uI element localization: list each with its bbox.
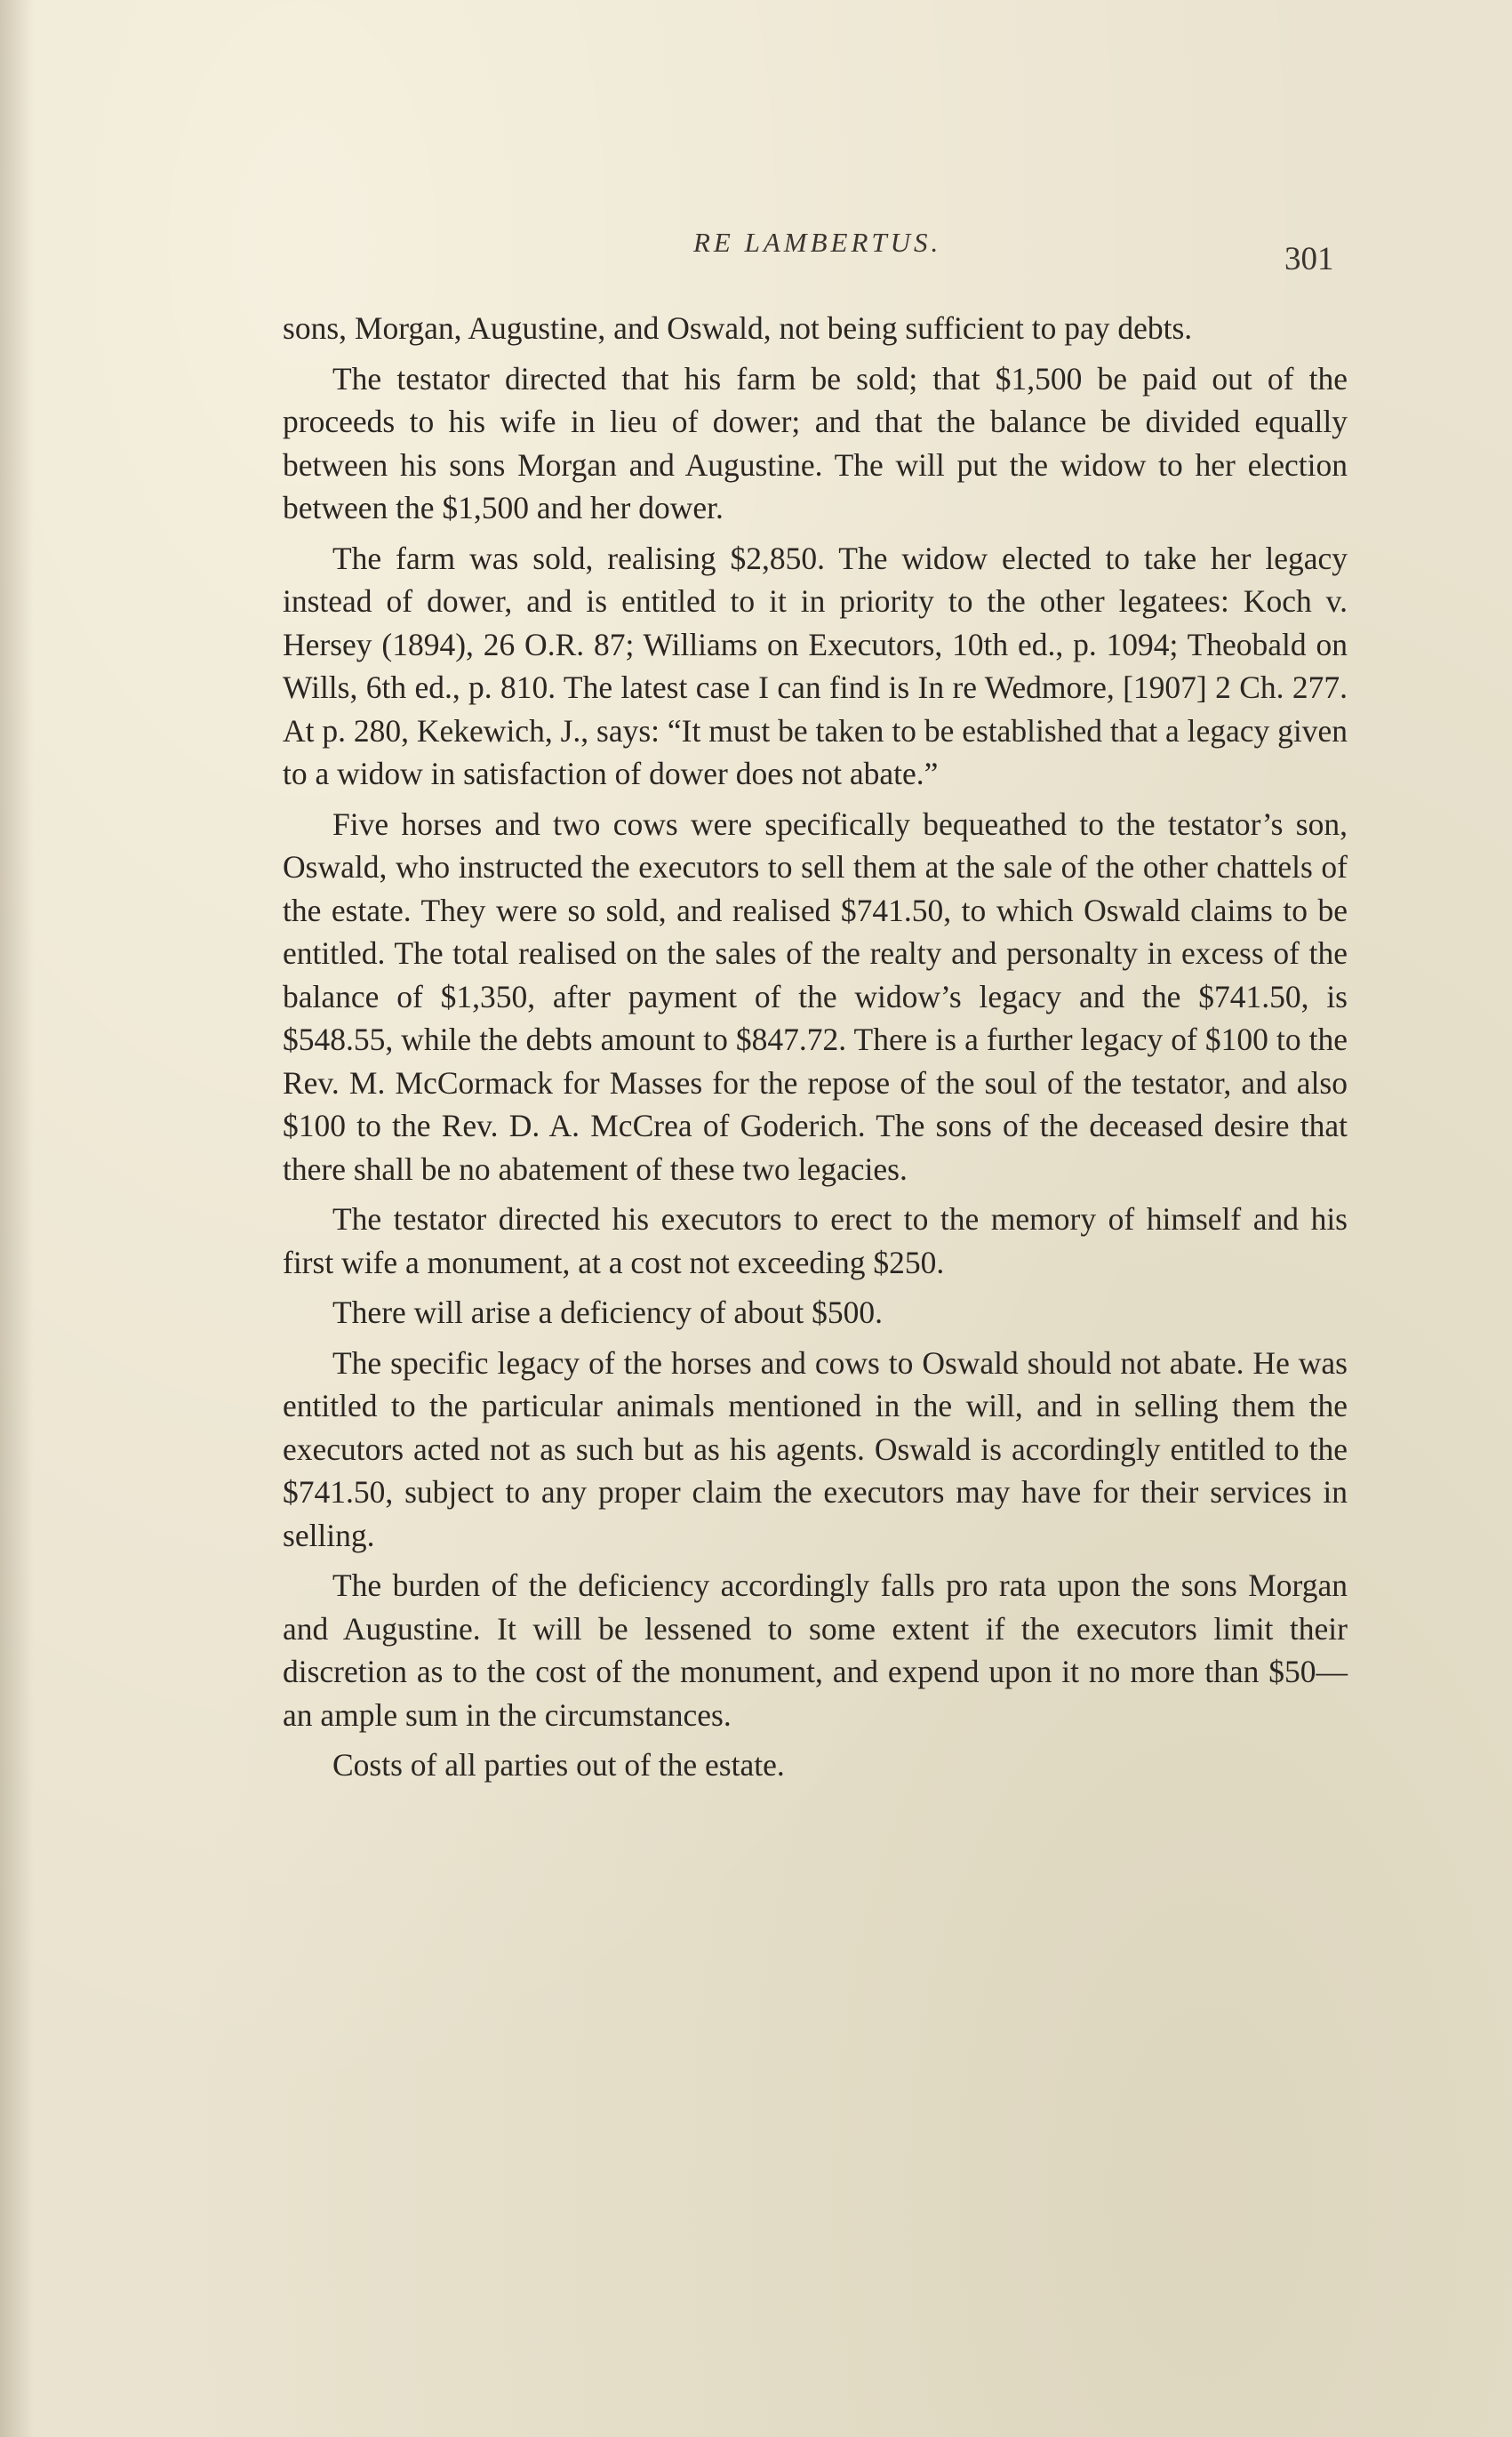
paragraph-3: The farm was sold, realising $2,850. The widow elected to take her legacy instead of dower, and is entitled to it in priority to the other legatees: Koch v. Hersey (1894), 26 O.R. 87; Williams on Executors, 10th ed., p. 1094; Theobald on Wills, 6th ed., p. 810. The latest case I can find is In re Wedmore, [1907] 2 Ch. 277. At p. 280, Kekewich, J., says: “It must be taken to be established that a legacy given to a widow in satisfaction of dower does not abate.” <box>283 540 1348 791</box>
paragraph-7: The specific legacy of the horses and cows to Oswald should not abate. He was entitled to the particular animals mentioned in the will, and in selling them the executors acted not as such but as his agents. Oswald is accordingly entitled to the $741.50, subject to any proper claim the executors may have for their services in selling. <box>283 1344 1348 1553</box>
page-number: 301 <box>1284 241 1334 277</box>
paragraph-2: The testator directed that his farm be sold; that $1,500 be paid out of the proceeds to his wife in lieu of dower; and that the balance be divided equally between his sons Morgan and Augustine. The will put the widow to her election between the $1,500 and her dower. <box>283 360 1348 525</box>
body-text <box>283 307 1348 1794</box>
paragraph-9: Costs of all parties out of the estate. <box>332 1747 785 1783</box>
paragraph-4: Five horses and two cows were specifically bequeathed to the testator’s son, Oswald, who instructed the executors to sell them at the sale of the other chattels of the estate. They were so sold, and realised $741.50, to which Oswald claims to be entitled. The total realised on the sales of the realty and personalty in excess of the balance of $1,350, after payment of the widow’s legacy and the $741.50, is $548.55, while the debts amount to $847.72. There is a further legacy of $100 to the Rev. M. McCormack for Masses for the repose of the soul of the testator, and also $100 to the Rev. D. A. McCrea of Goderich. The sons of the deceased desire that there shall be no abatement of these two legacies. <box>283 806 1348 1187</box>
running-head: RE LAMBERTUS. <box>693 227 942 258</box>
paragraph-1: sons, Morgan, Augustine, and Oswald, not being sufficient to pay debts. <box>283 310 1193 346</box>
paragraph-6: There will arise a deficiency of about $500. <box>332 1295 884 1330</box>
paragraph-5: The testator directed his executors to erect to the memory of himself and his first wife a monument, at a cost not exceeding $250. <box>283 1201 1348 1280</box>
paragraph-8: The burden of the deficiency accordingly falls pro rata upon the sons Morgan and Augustine. It will be lessened to some extent if the executors limit their discretion as to the cost of the monument, and expend upon it no more than $50—an ample sum in the circumstances. <box>283 1567 1348 1733</box>
binding-shadow <box>0 0 34 2437</box>
